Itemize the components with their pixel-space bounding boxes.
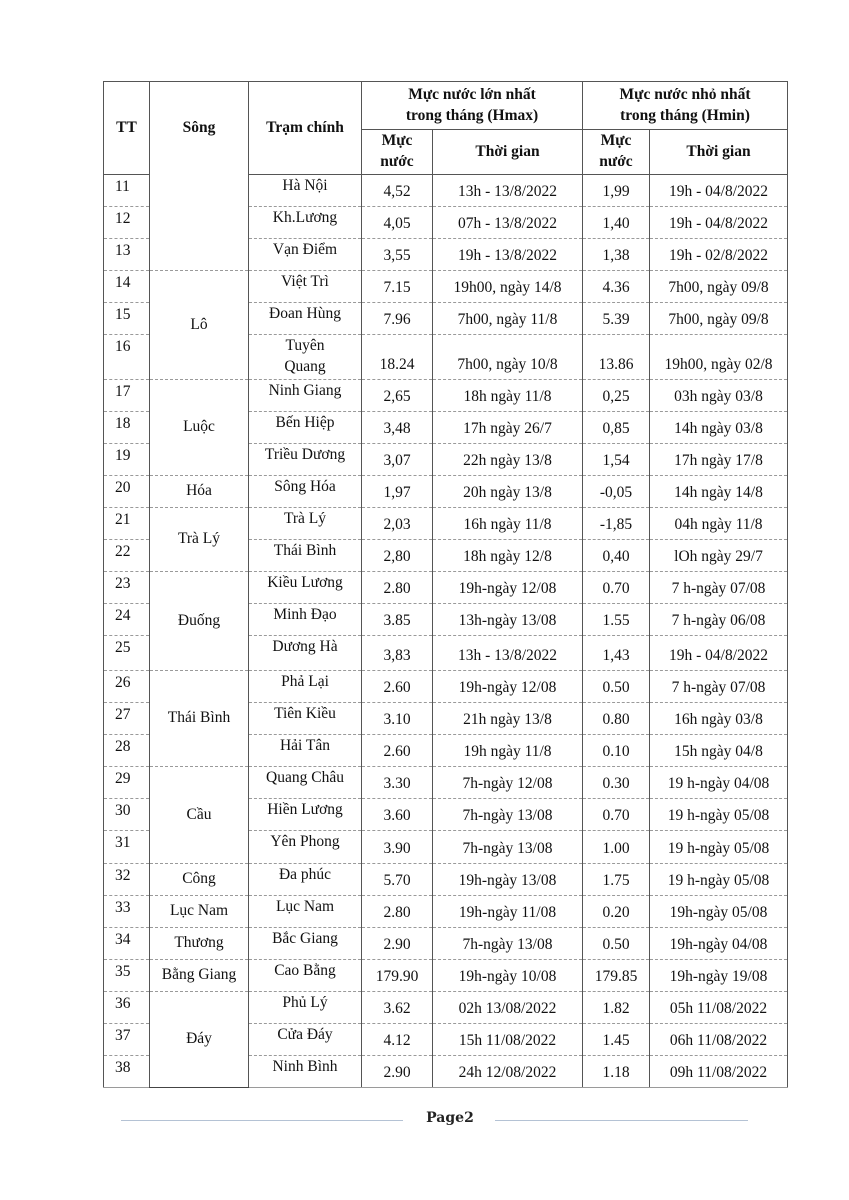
hmin-time: 05h 11/08/2022 <box>650 992 788 1024</box>
river-name: Đuống <box>150 572 249 671</box>
row-number: 13 <box>104 239 150 271</box>
hmin-time: 7h00, ngày 09/8 <box>650 271 788 303</box>
hmax-time: 16h ngày 11/8 <box>433 508 583 540</box>
hmin-level: 0.70 <box>583 572 650 604</box>
hmax-level: 18.24 <box>362 335 433 380</box>
hmax-time: 13h - 13/8/2022 <box>433 175 583 207</box>
hmin-time: 19h - 04/8/2022 <box>650 636 788 671</box>
hmax-level: 2.90 <box>362 928 433 960</box>
hmax-level: 3,55 <box>362 239 433 271</box>
hmin-time: 19 h-ngày 05/08 <box>650 864 788 896</box>
hmax-time: 22h ngày 13/8 <box>433 444 583 476</box>
river-name: Bằng Giang <box>150 960 249 992</box>
hmin-level: 1.00 <box>583 831 650 864</box>
station-name: Tuyên Quang <box>249 335 362 380</box>
hmax-time: 7h-ngày 13/08 <box>433 799 583 831</box>
station-name: Việt Trì <box>249 271 362 303</box>
hmin-level: -1,85 <box>583 508 650 540</box>
row-number: 31 <box>104 831 150 864</box>
table-row <box>104 896 788 928</box>
row-number: 23 <box>104 572 150 604</box>
hmax-level: 5.70 <box>362 864 433 896</box>
row-number: 20 <box>104 476 150 508</box>
hmin-level: 0.70 <box>583 799 650 831</box>
hmax-level: 2.60 <box>362 735 433 767</box>
row-number: 34 <box>104 928 150 960</box>
hmax-level: 2.80 <box>362 896 433 928</box>
row-number: 21 <box>104 508 150 540</box>
hmin-level: 0,25 <box>583 380 650 412</box>
river-name: Thương <box>150 928 249 960</box>
water-level-table <box>103 81 788 1088</box>
hmax-time: 17h ngày 26/7 <box>433 412 583 444</box>
hmax-level: 7.15 <box>362 271 433 303</box>
row-number: 18 <box>104 412 150 444</box>
hmin-level: 1.18 <box>583 1056 650 1088</box>
station-name: Cao Bằng <box>249 960 362 992</box>
hmax-time: 7h00, ngày 11/8 <box>433 303 583 335</box>
hmax-time: 19h-ngày 12/08 <box>433 671 583 703</box>
hmin-time: 15h ngày 04/8 <box>650 735 788 767</box>
hmin-time: 03h ngày 03/8 <box>650 380 788 412</box>
station-name: Thái Bình <box>249 540 362 572</box>
hmin-level: 1,38 <box>583 239 650 271</box>
hmin-time: 19h-ngày 04/08 <box>650 928 788 960</box>
hmin-level: 0.50 <box>583 671 650 703</box>
footer-rule-right <box>495 1120 748 1121</box>
hmin-level: 0.20 <box>583 896 650 928</box>
row-number: 14 <box>104 271 150 303</box>
station-name: Lục Nam <box>249 896 362 928</box>
station-name: Phả Lại <box>249 671 362 703</box>
row-number: 27 <box>104 703 150 735</box>
hmax-time: 18h ngày 11/8 <box>433 380 583 412</box>
hmax-level: 4,52 <box>362 175 433 207</box>
page-footer <box>0 1108 849 1132</box>
row-number: 12 <box>104 207 150 239</box>
hmin-level: 1.82 <box>583 992 650 1024</box>
river-name: Lô <box>150 271 249 380</box>
hmin-level: 0,40 <box>583 540 650 572</box>
station-name: Hải Tân <box>249 735 362 767</box>
row-number: 37 <box>104 1024 150 1056</box>
river-name <box>150 175 249 271</box>
hmax-level: 3,83 <box>362 636 433 671</box>
hmin-level: -0,05 <box>583 476 650 508</box>
hmin-level: 1.75 <box>583 864 650 896</box>
hmax-level: 3.60 <box>362 799 433 831</box>
row-number: 28 <box>104 735 150 767</box>
hmin-level: 4.36 <box>583 271 650 303</box>
table-row <box>104 864 788 896</box>
hmax-level: 3.85 <box>362 604 433 636</box>
river-name: Đáy <box>150 992 249 1088</box>
hmax-time: 13h - 13/8/2022 <box>433 636 583 671</box>
hmin-time: 7 h-ngày 07/08 <box>650 572 788 604</box>
header-hmax-level: Mực nước <box>362 130 433 175</box>
hmax-level: 2.90 <box>362 1056 433 1088</box>
hmax-time: 19h00, ngày 14/8 <box>433 271 583 303</box>
table-row <box>104 271 788 303</box>
hmin-time: 14h ngày 03/8 <box>650 412 788 444</box>
river-name: Trà Lý <box>150 508 249 572</box>
hmin-level: 0.50 <box>583 928 650 960</box>
table-row <box>104 175 788 207</box>
hmin-time: 16h ngày 03/8 <box>650 703 788 735</box>
row-number: 38 <box>104 1056 150 1088</box>
table-row <box>104 928 788 960</box>
hmin-level: 179.85 <box>583 960 650 992</box>
header-hmax-time: Thời gian <box>433 130 583 175</box>
station-name: Phủ Lý <box>249 992 362 1024</box>
hmax-time: 13h-ngày 13/08 <box>433 604 583 636</box>
hmax-time: 07h - 13/8/2022 <box>433 207 583 239</box>
hmin-level: 0,85 <box>583 412 650 444</box>
table-row <box>104 476 788 508</box>
hmax-level: 3.62 <box>362 992 433 1024</box>
row-number: 15 <box>104 303 150 335</box>
row-number: 19 <box>104 444 150 476</box>
station-name: Trà Lý <box>249 508 362 540</box>
hmax-level: 3.10 <box>362 703 433 735</box>
row-number: 36 <box>104 992 150 1024</box>
station-name: Tiên Kiều <box>249 703 362 735</box>
station-name: Kh.Lương <box>249 207 362 239</box>
table-row <box>104 671 788 703</box>
header-river: Sông <box>150 82 249 175</box>
station-name: Hiền Lương <box>249 799 362 831</box>
station-name: Ninh Bình <box>249 1056 362 1088</box>
hmax-time: 21h ngày 13/8 <box>433 703 583 735</box>
hmin-time: 19 h-ngày 05/08 <box>650 831 788 864</box>
hmin-level: 1,40 <box>583 207 650 239</box>
hmin-time: 7 h-ngày 06/08 <box>650 604 788 636</box>
hmax-time: 7h-ngày 12/08 <box>433 767 583 799</box>
hmax-level: 2,03 <box>362 508 433 540</box>
hmin-level: 1.45 <box>583 1024 650 1056</box>
footer-rule-left <box>121 1120 403 1121</box>
station-name: Hà Nội <box>249 175 362 207</box>
river-name: Lục Nam <box>150 896 249 928</box>
hmax-level: 2.80 <box>362 572 433 604</box>
hmin-time: 17h ngày 17/8 <box>650 444 788 476</box>
hmax-level: 1,97 <box>362 476 433 508</box>
hmin-time: 19h - 04/8/2022 <box>650 207 788 239</box>
hmax-level: 3,48 <box>362 412 433 444</box>
row-number: 17 <box>104 380 150 412</box>
river-name: Cầu <box>150 767 249 864</box>
station-name: Vạn Điểm <box>249 239 362 271</box>
hmax-time: 7h-ngày 13/08 <box>433 928 583 960</box>
station-name: Dương Hà <box>249 636 362 671</box>
hmax-time: 19h ngày 11/8 <box>433 735 583 767</box>
table-row <box>104 380 788 412</box>
station-name: Đoan Hùng <box>249 303 362 335</box>
river-name: Công <box>150 864 249 896</box>
page-number: Page2 <box>426 1110 474 1126</box>
hmin-level: 0.80 <box>583 703 650 735</box>
station-name: Ninh Giang <box>249 380 362 412</box>
hmin-time: 19h-ngày 19/08 <box>650 960 788 992</box>
hmax-level: 7.96 <box>362 303 433 335</box>
table-row <box>104 767 788 799</box>
hmax-time: 20h ngày 13/8 <box>433 476 583 508</box>
hmin-time: 19h - 02/8/2022 <box>650 239 788 271</box>
row-number: 24 <box>104 604 150 636</box>
row-number: 16 <box>104 335 150 380</box>
hmax-time: 7h-ngày 13/08 <box>433 831 583 864</box>
header-tt: TT <box>104 82 150 175</box>
station-name: Kiều Lương <box>249 572 362 604</box>
station-name: Minh Đạo <box>249 604 362 636</box>
river-name: Hóa <box>150 476 249 508</box>
row-number: 33 <box>104 896 150 928</box>
hmin-time: 19h00, ngày 02/8 <box>650 335 788 380</box>
hmax-level: 4,05 <box>362 207 433 239</box>
station-name: Đa phúc <box>249 864 362 896</box>
station-name: Bến Hiệp <box>249 412 362 444</box>
table-body <box>104 175 788 1088</box>
hmin-level: 1,43 <box>583 636 650 671</box>
row-number: 32 <box>104 864 150 896</box>
hmax-level: 179.90 <box>362 960 433 992</box>
table-row <box>104 508 788 540</box>
row-number: 35 <box>104 960 150 992</box>
hmin-time: lOh ngày 29/7 <box>650 540 788 572</box>
row-number: 25 <box>104 636 150 671</box>
hmin-time: 19 h-ngày 05/08 <box>650 799 788 831</box>
table-row <box>104 960 788 992</box>
hmax-time: 18h ngày 12/8 <box>433 540 583 572</box>
hmin-time: 19h - 04/8/2022 <box>650 175 788 207</box>
hmin-level: 1,54 <box>583 444 650 476</box>
station-name: Triều Dương <box>249 444 362 476</box>
hmin-level: 0.10 <box>583 735 650 767</box>
hmin-time: 04h ngày 11/8 <box>650 508 788 540</box>
hmax-level: 4.12 <box>362 1024 433 1056</box>
station-name: Cửa Đáy <box>249 1024 362 1056</box>
hmin-level: 1,99 <box>583 175 650 207</box>
hmin-time: 14h ngày 14/8 <box>650 476 788 508</box>
hmax-time: 19h-ngày 11/08 <box>433 896 583 928</box>
hmax-time: 7h00, ngày 10/8 <box>433 335 583 380</box>
row-number: 26 <box>104 671 150 703</box>
station-name: Bắc Giang <box>249 928 362 960</box>
hmax-time: 19h-ngày 12/08 <box>433 572 583 604</box>
hmin-level: 5.39 <box>583 303 650 335</box>
hmin-time: 7 h-ngày 07/08 <box>650 671 788 703</box>
hmin-level: 0.30 <box>583 767 650 799</box>
hmin-time: 19 h-ngày 04/08 <box>650 767 788 799</box>
hmax-time: 19h-ngày 13/08 <box>433 864 583 896</box>
hmax-time: 24h 12/08/2022 <box>433 1056 583 1088</box>
hmax-time: 19h-ngày 10/08 <box>433 960 583 992</box>
hmin-time: 09h 11/08/2022 <box>650 1056 788 1088</box>
header-station: Trạm chính <box>249 82 362 175</box>
hmax-level: 3.90 <box>362 831 433 864</box>
hmin-time: 19h-ngày 05/08 <box>650 896 788 928</box>
hmin-level: 13.86 <box>583 335 650 380</box>
hmax-time: 02h 13/08/2022 <box>433 992 583 1024</box>
header-hmin-time: Thời gian <box>650 130 788 175</box>
station-name: Yên Phong <box>249 831 362 864</box>
header-hmax-group: Mực nước lớn nhất trong tháng (Hmax) <box>362 82 583 130</box>
hmax-level: 3,07 <box>362 444 433 476</box>
hmax-time: 19h - 13/8/2022 <box>433 239 583 271</box>
row-number: 30 <box>104 799 150 831</box>
table-row <box>104 992 788 1024</box>
hmin-time: 06h 11/08/2022 <box>650 1024 788 1056</box>
hmax-level: 2.60 <box>362 671 433 703</box>
hmax-level: 3.30 <box>362 767 433 799</box>
station-name: Quang Châu <box>249 767 362 799</box>
river-name: Luộc <box>150 380 249 476</box>
hmax-level: 2,80 <box>362 540 433 572</box>
header-hmin-group: Mực nước nhỏ nhất trong tháng (Hmin) <box>583 82 788 130</box>
hmin-level: 1.55 <box>583 604 650 636</box>
river-name: Thái Bình <box>150 671 249 767</box>
header-hmin-level: Mực nước <box>583 130 650 175</box>
hmax-time: 15h 11/08/2022 <box>433 1024 583 1056</box>
row-number: 29 <box>104 767 150 799</box>
station-name: Sông Hóa <box>249 476 362 508</box>
row-number: 22 <box>104 540 150 572</box>
hmin-time: 7h00, ngày 09/8 <box>650 303 788 335</box>
row-number: 11 <box>104 175 150 207</box>
hmax-level: 2,65 <box>362 380 433 412</box>
table-row <box>104 572 788 604</box>
